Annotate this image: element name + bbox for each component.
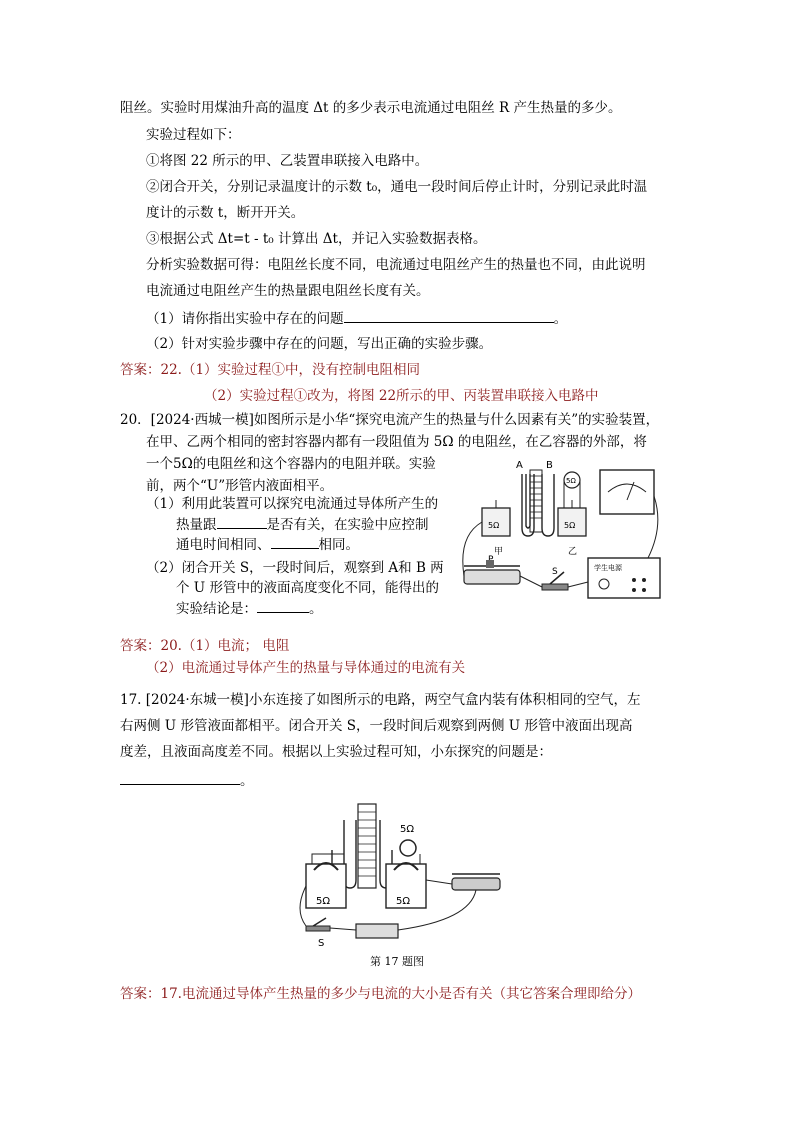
- q20-sub1-b: [176, 514, 429, 535]
- intro-line-1: 阻丝。实验时用煤油升高的温度 Δt 的多少表示电流通过电阻丝 R 产生热量的多少。: [120, 100, 622, 116]
- label-r-left: 5Ω: [316, 896, 331, 907]
- ruler-ticks: [358, 812, 376, 876]
- q20-sub2-c-suffix: 。: [309, 601, 323, 617]
- question-22-1-suffix: 。: [553, 311, 568, 327]
- switch-icon: [542, 584, 568, 590]
- label-a: A: [516, 460, 523, 471]
- q20-sub1-c-suffix: 相同。: [318, 537, 359, 553]
- rheostat-icon: [464, 570, 520, 584]
- label-r-top: 5Ω: [400, 824, 415, 835]
- external-resistor: [400, 840, 416, 856]
- q20-sub1-c: [176, 534, 359, 555]
- q17-line-3: 度差，且液面高度差不同。根据以上实验过程可知，小东探究的问题是：: [120, 744, 552, 760]
- answer-blank[interactable]: [257, 598, 309, 613]
- battery-icon: [356, 924, 398, 938]
- process-heading: 实验过程如下：: [146, 127, 241, 143]
- answer-22-line-2: （2）实验过程①改为，将图 22所示的甲、丙装置串联接入电路中: [204, 388, 599, 404]
- answer-17-line-1: 答案：17.电流通过导体产生热量的多少与电流的大小是否有关（其它答案合理即给分）: [120, 986, 641, 1002]
- label-b: B: [546, 460, 553, 471]
- label-r-right: 5Ω: [396, 896, 411, 907]
- q20-sub2-c: [176, 598, 323, 619]
- answer-blank[interactable]: [344, 308, 554, 323]
- q20-sub1-a: （1）利用此装置可以探究电流通过导体所产生的: [146, 496, 439, 512]
- scale-ruler: [530, 470, 542, 532]
- q20-line-2: 在甲、乙两个相同的密封容器内都有一段阻值为 5Ω 的电阻丝，在乙容器的外部，将: [146, 434, 647, 450]
- rheostat-icon: [452, 878, 500, 890]
- answer-22-line-1: 答案：22.（1）实验过程①中，没有控制电阻相同: [120, 362, 421, 378]
- q20-sub2-a: （2）闭合开关 S，一段时间后，观察到 A和 B 两: [146, 560, 444, 576]
- label-s: S: [318, 938, 325, 949]
- label-r-right: 5Ω: [564, 521, 576, 530]
- q20-sub2-c-prefix: 实验结论是：: [176, 601, 257, 617]
- q20-sub1-b-suffix: 是否有关，在实验中应控制: [266, 517, 429, 533]
- q20-sub1-c-prefix: 通电时间相同、: [176, 537, 271, 553]
- analysis-1: 分析实验数据可得：电阻丝长度不同，电流通过电阻丝产生的热量也不同，由此说明: [146, 257, 646, 273]
- step-1: ①将图 22 所示的甲、乙装置串联接入电路中。: [146, 153, 429, 169]
- slider: [486, 560, 494, 568]
- q17-line-2: 右两侧 U 形管液面都相平。闭合开关 S，一段时间后观察到两侧 U 形管中液面出现高: [120, 718, 633, 734]
- question-22-1: [146, 308, 567, 329]
- q17-circuit-figure: [290, 800, 510, 950]
- label-r-top: 5Ω: [566, 477, 576, 485]
- label-jia: 甲: [494, 547, 504, 557]
- q20-line-4: 前，两个“U”形管内液面相平。: [146, 478, 334, 494]
- scale-ruler: [358, 804, 376, 888]
- answer-20-line-1: 答案：20.（1）电流； 电阻: [120, 638, 290, 654]
- label-s: S: [552, 567, 558, 577]
- question-22-1-text: （1）请你指出实验中存在的问题: [146, 311, 344, 327]
- step-3: ③根据公式 Δt=t - t₀ 计算出 Δt，并记入实验数据表格。: [146, 231, 487, 247]
- q20-line-1: 20．[2024·西城一模]如图所示是小华“探究电流产生的热量与什么因素有关”的实验装置，: [120, 412, 660, 428]
- q17-line-1: 17. [2024·东城一模]小东连接了如图所示的电路，两空气盒内装有体积相同的空气，左: [120, 692, 641, 708]
- step-2b: 度计的示数 t，断开开关。: [146, 205, 305, 221]
- q17-line-4: [120, 770, 254, 791]
- answer-20-line-2: （2）电流通过导体产生的热量与导体通过的电流有关: [146, 660, 466, 676]
- q20-line-3: 一个5Ω的电阻丝和这个容器内的电阻并联。实验: [146, 456, 436, 472]
- q17-figure-caption: 第 17 题图: [370, 955, 424, 968]
- step-2a: ②闭合开关，分别记录温度计的示数 t₀，通电一段时间后停止计时，分别记录此时温: [146, 179, 648, 195]
- answer-blank[interactable]: [120, 770, 240, 785]
- q20-sub2-b: 个 U 形管中的液面高度变化不同，能得出的: [176, 580, 439, 596]
- answer-blank[interactable]: [271, 534, 319, 549]
- analysis-2: 电流通过电阻丝产生的热量跟电阻丝长度有关。: [146, 283, 430, 299]
- u-tube-a: [522, 474, 534, 536]
- label-yi: 乙: [568, 547, 578, 557]
- q20-sub1-b-prefix: 热量跟: [176, 517, 217, 533]
- q17-line-4-suffix: 。: [240, 773, 254, 789]
- power-label: 学生电源: [594, 564, 622, 572]
- ruler-ticks: [530, 476, 542, 518]
- answer-blank[interactable]: [217, 514, 267, 529]
- question-22-2: （2）针对实验步骤中存在的问题，写出正确的实验步骤。: [146, 336, 493, 352]
- q20-apparatus-figure: [458, 456, 668, 606]
- label-r-left: 5Ω: [488, 521, 500, 530]
- u-tube-b: [542, 474, 554, 536]
